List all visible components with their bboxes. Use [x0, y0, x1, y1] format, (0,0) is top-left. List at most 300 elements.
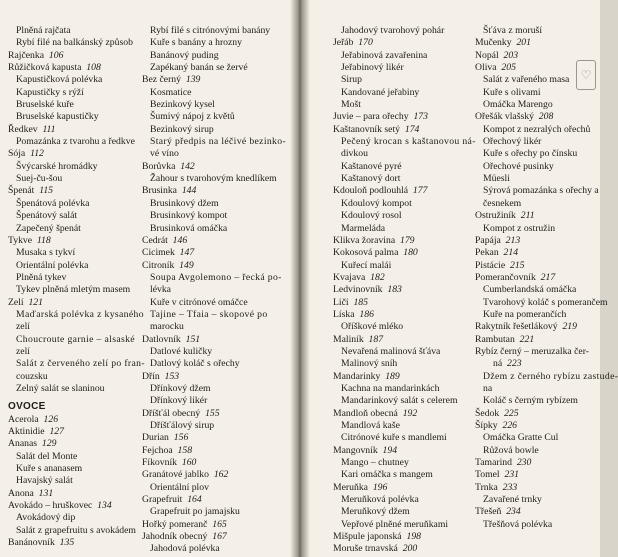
index-subentry: [142, 223, 290, 235]
index-subentry: [333, 432, 473, 444]
entry-text: Kaštanové pyré: [341, 160, 402, 172]
entry-text: Omáčka Gratte Cul: [483, 432, 559, 444]
index-subentry: [142, 506, 290, 518]
entry-text: Bruselské kapustičky: [16, 111, 99, 123]
index-entry: [333, 297, 473, 309]
entry-text: Ředkev: [8, 123, 38, 135]
index-entry: [333, 111, 473, 123]
entry-text: Líska: [333, 308, 355, 320]
index-entry: [8, 148, 148, 160]
entry-text: Kompot z nezralých ořechů: [483, 123, 591, 135]
index-entry: [475, 457, 597, 469]
page-number: 131: [38, 487, 54, 499]
index-subentry: [475, 223, 597, 235]
entry-text: Avokádo – hruškovec: [8, 500, 93, 512]
index-subentry: [8, 383, 148, 395]
entry-text: Šumivý nápoj z květů: [150, 111, 235, 123]
page-number: 201: [516, 37, 531, 49]
index-subentry: [333, 346, 473, 358]
entry-text: Datlovník: [142, 333, 181, 345]
index-entry: [8, 537, 148, 549]
entry-text: marocku: [150, 321, 184, 333]
index-entry: [142, 235, 290, 247]
index-subentry: [8, 358, 148, 370]
index-subentry: [8, 37, 148, 49]
index-entry: [8, 488, 148, 500]
index-entry: [8, 62, 148, 74]
page-number: 219: [562, 321, 577, 333]
page-number: 155: [205, 407, 220, 419]
entry-text: Třešňová polévka: [483, 518, 553, 530]
index-entry: [333, 185, 473, 197]
page-number: 205: [501, 62, 516, 74]
index-subentry: [8, 321, 148, 333]
section-heading: [8, 401, 148, 413]
entry-text: Bezinkový sirup: [150, 123, 214, 135]
index-subentry: [8, 173, 148, 185]
page-number: 146: [172, 234, 188, 246]
entry-text: Omáčka Marengo: [483, 99, 553, 111]
index-entry: [142, 531, 290, 543]
page-number: 147: [179, 247, 195, 259]
index-entry: [475, 346, 597, 358]
index-entry: [333, 445, 473, 457]
index-entry: [475, 260, 597, 272]
page-number: 153: [164, 370, 180, 382]
index-entry: [333, 408, 473, 420]
page-number: 149: [179, 259, 194, 271]
entry-text: Nopál: [475, 49, 499, 61]
entry-text: Kuře s ořechy po čínsku: [483, 148, 578, 160]
index-entry: [142, 494, 290, 506]
index-subentry: [333, 50, 473, 62]
page-number: 144: [181, 185, 197, 197]
entry-text: Dřínkový likér: [150, 395, 208, 407]
entry-text: Papája: [475, 234, 501, 246]
index-subentry: [8, 74, 148, 86]
page-number: 156: [173, 432, 189, 444]
index-entry: [475, 469, 597, 481]
index-subentry: [333, 506, 473, 518]
index-subentry: [142, 297, 290, 309]
entry-text: Trnka: [475, 481, 498, 493]
entry-text: Kuře v citrónové omáčce: [150, 296, 248, 308]
entry-text: Kuře s ananasem: [16, 463, 83, 475]
entry-text: Kuřecí malái: [341, 259, 392, 271]
entry-text: Růžičková kapusta: [8, 62, 82, 74]
entry-text: Rybíz černý – meruzalka čer-: [475, 345, 589, 357]
entry-text: Meruňková polévka: [341, 494, 419, 506]
entry-text: Jahodník obecný: [142, 531, 208, 543]
page-number: 160: [181, 457, 197, 469]
page-number: 115: [39, 185, 54, 197]
page-number: 233: [502, 481, 518, 493]
index-entry: [333, 124, 473, 136]
entry-text: Šípky: [475, 420, 498, 431]
entry-text: Mandarinkový salát s celerem: [341, 395, 458, 407]
entry-text: Liči: [333, 296, 349, 308]
page-number: 225: [504, 407, 519, 419]
page-number: 226: [502, 420, 517, 431]
page-number: 164: [187, 494, 202, 506]
index-entry: [8, 235, 148, 247]
index-entry: [333, 482, 473, 494]
index-entry: [142, 457, 290, 469]
index-entry: [475, 482, 597, 494]
index-subentry: [142, 25, 290, 37]
entry-text: Salát z vařeného masa: [483, 74, 570, 86]
index-entry: [142, 432, 290, 444]
index-subentry: [142, 37, 290, 49]
index-subentry: [8, 260, 148, 272]
index-subentry: [8, 161, 148, 173]
entry-text: Kuře s banány a hrozny: [150, 37, 242, 49]
index-entry: [142, 161, 290, 173]
index-entry: [8, 500, 148, 512]
entry-text: Bezinkový kysel: [150, 99, 215, 111]
entry-text: Cicimek: [142, 247, 175, 259]
index-subentry: [475, 494, 597, 506]
entry-text: Zelí: [8, 296, 24, 308]
page-number: 173: [413, 111, 428, 123]
index-subentry: [475, 519, 597, 531]
index-subentry: [8, 475, 148, 487]
index-subentry: [142, 87, 290, 99]
entry-text: divkou: [341, 148, 368, 160]
entry-text: Mangovník: [333, 444, 378, 456]
entry-text: Šedok: [475, 407, 500, 419]
entry-text: Mučenky: [475, 37, 512, 49]
entry-text: Avokádový dip: [16, 512, 76, 524]
page-number: 213: [505, 234, 521, 246]
index-subentry: [142, 346, 290, 358]
index-entry: [475, 408, 597, 420]
index-entry: [475, 506, 597, 518]
page-number: 142: [180, 160, 195, 172]
page-number: 170: [358, 37, 373, 49]
index-subentry: [8, 111, 148, 123]
index-entry: [142, 445, 290, 457]
page-number: 215: [509, 259, 525, 271]
entry-text: Kapustičková polévka: [16, 74, 103, 86]
page-number: 203: [503, 49, 519, 61]
page-number: 231: [504, 469, 519, 481]
page-number: 234: [506, 506, 521, 518]
entry-text: Kaštanový dort: [341, 173, 401, 185]
index-subentry: [8, 198, 148, 210]
entry-text: Kdoulový rosol: [341, 210, 402, 222]
entry-text: Havajský salát: [16, 475, 73, 487]
index-subentry: [8, 463, 148, 475]
index-entry: [142, 260, 290, 272]
entry-text: Růžová bowle: [483, 444, 539, 456]
index-entry: [142, 408, 290, 420]
index-subentry: [333, 74, 473, 86]
page-number: 177: [412, 185, 428, 197]
page-number: 134: [97, 500, 112, 512]
page-number: 121: [28, 296, 43, 308]
entry-text: Maliník: [333, 333, 364, 345]
page-number: 182: [370, 271, 385, 283]
entry-text: Müesli: [483, 173, 510, 185]
index-subentry: [475, 309, 597, 321]
entry-text: Koláč s černým rybízem: [483, 395, 578, 407]
entry-text: zelí: [16, 321, 30, 333]
index-subentry: [475, 370, 618, 383]
index-column-1: [8, 25, 148, 549]
index-subentry: [333, 457, 473, 469]
index-entry: [475, 210, 597, 222]
index-subentry: [142, 50, 290, 62]
entry-text: Orientální plov: [150, 481, 209, 493]
index-subentry: [475, 99, 597, 111]
page-number: 223: [507, 358, 522, 370]
index-subentry: [142, 284, 290, 296]
page-number: 221: [519, 333, 535, 345]
index-subentry: [475, 383, 597, 395]
index-entry: [8, 297, 148, 309]
index-subentry: [142, 272, 290, 284]
index-entry: [142, 371, 290, 383]
page-number: 186: [359, 308, 374, 320]
index-subentry: [142, 383, 290, 395]
entry-text: OVOCE: [8, 401, 46, 413]
page-number: 127: [49, 426, 64, 437]
entry-text: Rakytník řešetlákový: [475, 321, 558, 333]
entry-text: Mošt: [341, 99, 361, 111]
index-entry: [333, 371, 473, 383]
index-entry: [475, 272, 597, 284]
entry-text: Třešeň: [475, 506, 502, 518]
index-entry: [333, 37, 473, 49]
entry-text: Špenát: [8, 185, 35, 197]
entry-text: Kaštanovník setý: [333, 123, 400, 135]
entry-text: couzsku: [16, 370, 48, 382]
entry-text: Tvarohový koláč s pomerančem: [483, 296, 608, 308]
entry-text: Rybí filé na balkánský způsob: [16, 37, 133, 49]
entry-text: Tajine – Tfaia – skopové po: [150, 308, 268, 320]
page-number: 198: [406, 531, 421, 543]
entry-text: Tamarind: [475, 457, 512, 469]
entry-text: Zapečený špenát: [16, 222, 81, 234]
index-entry: [8, 426, 148, 438]
entry-text: Tykev plněná mletým masem: [16, 284, 131, 296]
entry-text: Oliva: [475, 62, 497, 74]
entry-text: Vepřové plněné meruňkami: [341, 518, 449, 530]
index-entry: [333, 531, 473, 543]
entry-text: Kdouloň podlouhlá: [333, 185, 409, 197]
index-subentry: [8, 371, 148, 383]
entry-text: Dříšťálový sirup: [150, 420, 215, 431]
index-subentry: [475, 161, 597, 173]
index-subentry: [475, 173, 597, 185]
entry-text: Anona: [8, 487, 34, 499]
entry-text: Suej-ču-šou: [16, 173, 63, 185]
entry-text: Rajčenka: [8, 49, 45, 61]
index-subentry: [333, 148, 473, 160]
index-entry: [142, 469, 290, 481]
entry-text: česnekem: [483, 197, 522, 209]
entry-text: Pistácie: [475, 259, 506, 271]
index-subentry: [8, 525, 148, 537]
index-subentry: [142, 198, 290, 210]
entry-text: na: [483, 382, 493, 394]
entry-text: Sója: [8, 148, 26, 160]
entry-text: Dřínkový džem: [150, 382, 211, 394]
entry-text: Datlové kuličky: [150, 345, 213, 357]
page-number: 196: [372, 481, 388, 493]
page-number: 192: [402, 407, 418, 419]
index-entry: [475, 111, 597, 123]
index-subentry: [475, 25, 597, 37]
entry-text: Brusinkový kompot: [150, 210, 228, 222]
index-subentry: [333, 420, 473, 432]
entry-text: zelí: [16, 345, 30, 357]
page-number: 180: [403, 247, 418, 259]
index-entry: [475, 247, 597, 259]
index-subentry: [142, 62, 290, 74]
page-number: 126: [43, 413, 59, 425]
entry-text: Banánový puding: [150, 49, 219, 61]
entry-text: Sýrová pomazánka s ořechy a: [483, 185, 599, 197]
entry-text: Tomel: [475, 469, 500, 481]
page-number: 129: [41, 438, 57, 450]
index-subentry: [142, 358, 290, 370]
entry-text: Ostružiník: [475, 210, 516, 222]
index-subentry: [8, 272, 148, 284]
index-entry: [8, 438, 148, 450]
index-subentry: [142, 111, 290, 123]
entry-text: Ledvinovník: [333, 284, 383, 296]
index-subentry: [333, 494, 473, 506]
entry-text: Rambutan: [475, 333, 515, 345]
index-subentry: [8, 247, 148, 259]
index-subentry: [8, 136, 148, 148]
page-number: 108: [86, 62, 101, 74]
entry-text: ná: [493, 358, 503, 370]
index-subentry: [142, 321, 290, 333]
entry-text: Orientální polévka: [16, 259, 89, 271]
index-subentry: [475, 358, 597, 370]
index-subentry: [8, 87, 148, 99]
index-entry: [333, 309, 473, 321]
index-subentry: [8, 284, 148, 296]
entry-text: Jahodový tvarohový pohár: [341, 25, 445, 36]
page-number: 189: [385, 370, 400, 382]
entry-text: Zelný salát se slaninou: [16, 382, 105, 394]
index-subentry: [475, 284, 597, 296]
index-subentry: [333, 519, 473, 531]
entry-text: Brusinková omáčka: [150, 222, 228, 234]
entry-text: Juvie – para ořechy: [333, 111, 409, 123]
entry-text: Acerola: [8, 413, 39, 425]
index-subentry: [142, 124, 290, 136]
entry-text: Meruňkový džem: [341, 506, 410, 518]
entry-text: Švýcarské hromádky: [16, 160, 98, 172]
page-number: 174: [404, 123, 420, 135]
entry-text: Ořešák vlašský: [475, 111, 534, 123]
entry-text: Grapefruit: [142, 494, 183, 506]
index-entry: [333, 272, 473, 284]
entry-text: Plněná rajčata: [16, 25, 71, 36]
entry-text: Salát z červeného zelí po fran-: [16, 358, 145, 370]
page-number: 183: [387, 284, 402, 296]
entry-text: Moruše trnavská: [333, 543, 398, 555]
entry-text: Salát z grapefruitu s avokádem: [16, 524, 136, 536]
index-entry: [8, 414, 148, 426]
entry-text: Soupa Avgolemono – řecká po-: [150, 271, 282, 283]
entry-text: Mandloň obecná: [333, 407, 398, 419]
entry-text: Durian: [142, 432, 169, 444]
index-subentry: [333, 198, 473, 210]
entry-text: Brusinkový džem: [150, 197, 219, 209]
index-subentry: [142, 395, 290, 407]
entry-text: Plněná tykev: [16, 271, 67, 283]
index-entry: [142, 185, 290, 197]
page-number: 211: [520, 210, 535, 222]
entry-text: Kokosová palma: [333, 247, 399, 259]
entry-text: Borůvka: [142, 160, 176, 172]
book-gutter: [290, 0, 310, 557]
entry-text: Granátové jablko: [142, 469, 209, 481]
index-subentry: [8, 346, 148, 358]
index-entry: [142, 334, 290, 346]
index-subentry: [8, 223, 148, 235]
index-entry: [333, 235, 473, 247]
index-entry: [475, 235, 597, 247]
index-subentry: [333, 173, 473, 185]
index-subentry: [8, 309, 148, 321]
index-column-3: [333, 25, 476, 556]
page-number: 187: [368, 333, 384, 345]
entry-text: Špenátová polévka: [16, 197, 90, 209]
index-subentry: [333, 161, 473, 173]
index-entry: [142, 247, 290, 259]
index-subentry: [8, 451, 148, 463]
page-number: 162: [213, 469, 229, 481]
entry-text: Dříšťál obecný: [142, 407, 201, 419]
entry-text: Špenátový salát: [16, 210, 78, 222]
entry-text: Marmeláda: [341, 222, 386, 234]
entry-text: Pekan: [475, 247, 499, 259]
page-number: 118: [36, 234, 51, 246]
entry-text: Pečený krocan s kaštanovou ná-: [341, 136, 476, 148]
index-subentry: [142, 148, 290, 160]
index-column-4: [475, 25, 618, 531]
index-subentry: [142, 309, 290, 321]
page-number: 200: [402, 543, 418, 555]
page-number: 167: [212, 531, 227, 543]
index-subentry: [142, 173, 290, 185]
page-number: 158: [177, 444, 193, 456]
entry-text: Meruňka: [333, 481, 368, 493]
entry-text: Rybí filé s citrónovými banány: [150, 25, 271, 36]
entry-text: Zapékaný banán se žervé: [150, 62, 248, 74]
page-number: 230: [516, 457, 532, 469]
entry-text: Choucroute garnie – alsaské: [16, 333, 135, 345]
index-subentry: [8, 99, 148, 111]
entry-text: Pomazánka z tvarohu a ředkve: [16, 136, 135, 148]
entry-text: Ořechové pusinky: [483, 160, 554, 172]
entry-text: Jeřáb: [333, 37, 354, 49]
page-number: 217: [540, 271, 556, 283]
entry-text: Ananas: [8, 438, 38, 450]
entry-text: Banánovník: [8, 537, 55, 549]
entry-text: Brusinka: [142, 185, 177, 197]
page-number: 135: [59, 537, 75, 549]
entry-text: Kari omáčka s mangem: [341, 469, 433, 481]
index-subentry: [475, 445, 597, 457]
